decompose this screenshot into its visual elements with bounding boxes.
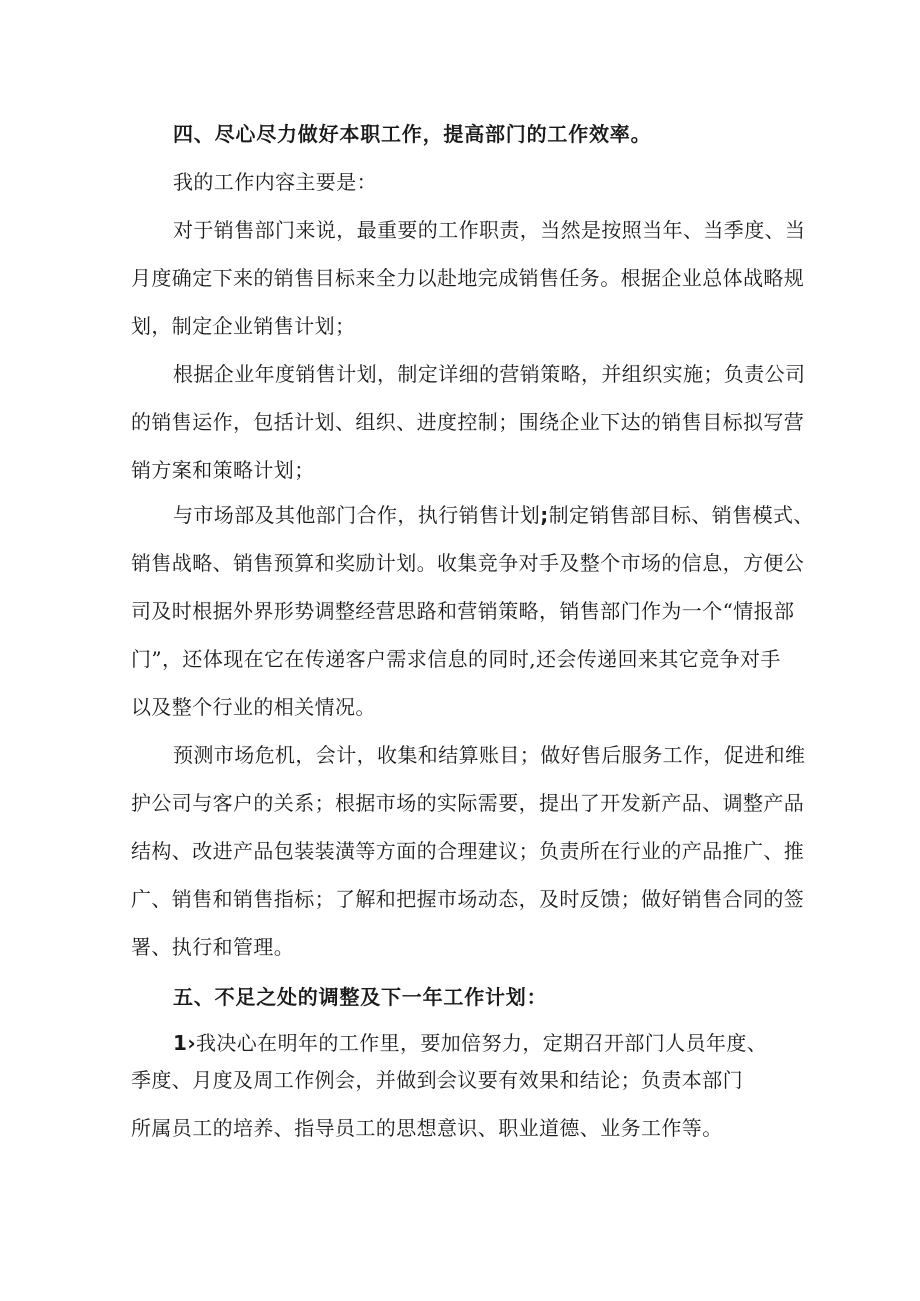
- item-1-line-2: 季度、月度及周工作例会，并做到会议要有效果和结论；负责本部门: [131, 1068, 743, 1092]
- paragraph-3-line-1-part-a: 与市场部及其他部门合作，执行销售计划: [173, 503, 541, 527]
- paragraph-3-line-2: 销售战略、销售预算和奖励计划。收集竞争对手及整个市场的信息，方便公: [131, 551, 805, 575]
- paragraph-3-line-4: 门”，还体现在它在传递客户需求信息的同时,还会传递回来其它竞争对手: [131, 647, 781, 671]
- paragraph-3-line-3: 司及时根据外界形势调整经营思路和营销策略，销售部门作为一个“情报部: [131, 599, 795, 623]
- paragraph-2-line-3: 销方案和策略计划；: [131, 458, 315, 482]
- paragraph-1-line-1: 对于销售部门来说，最重要的工作职责，当然是按照当年、当季度、当: [173, 218, 806, 242]
- section-5-heading: 五、不足之处的调整及下一年工作计划：: [173, 985, 548, 1009]
- paragraph-4-line-3: 结构、改进产品包装装潢等方面的合理建议；负责所在行业的产品推广、推: [131, 839, 805, 863]
- item-1-number: 1›: [173, 1031, 196, 1055]
- paragraph-3-line-1: [173, 501, 814, 529]
- paragraph-2-line-2: 的销售运作，包括计划、组织、进度控制；围绕企业下达的销售目标拟写营: [131, 410, 805, 434]
- paragraph-3-line-1-part-b: 制定销售部目标、销售模式、: [548, 503, 814, 527]
- item-1-line-1: [173, 1029, 767, 1057]
- paragraph-4-line-4: 广、销售和销售指标；了解和把握市场动态，及时反馈；做好销售合同的签: [131, 887, 805, 911]
- section-4-intro: 我的工作内容主要是：: [173, 170, 377, 194]
- section-4-heading: 四、尽心尽力做好本职工作，提高部门的工作效率。: [173, 122, 652, 146]
- paragraph-4-line-5: 署、执行和管理。: [131, 935, 295, 959]
- semicolon-separator: ;: [540, 503, 549, 527]
- paragraph-1-line-2: 月度确定下来的销售目标来全力以赴地完成销售任务。根据企业总体战略规: [131, 266, 805, 290]
- paragraph-1-line-3: 划，制定企业销售计划；: [131, 314, 356, 338]
- item-1-line-3: 所属员工的培养、指导员工的思想意识、职业道德、业务工作等。: [131, 1116, 723, 1140]
- paragraph-4-line-1: 预测市场危机，会计，收集和结算账目；做好售后服务工作，促进和维: [173, 743, 806, 767]
- item-1-line-1-text: 我决心在明年的工作里，要加倍努力，定期召开部门人员年度、: [195, 1031, 768, 1055]
- paragraph-3-line-5: 以及整个行业的相关情况。: [131, 695, 376, 719]
- paragraph-2-line-1: 根据企业年度销售计划，制定详细的营销策略，并组织实施；负责公司: [173, 362, 806, 386]
- paragraph-4-line-2: 护公司与客户的关系；根据市场的实际需要，提出了开发新产品、调整产品: [131, 791, 805, 815]
